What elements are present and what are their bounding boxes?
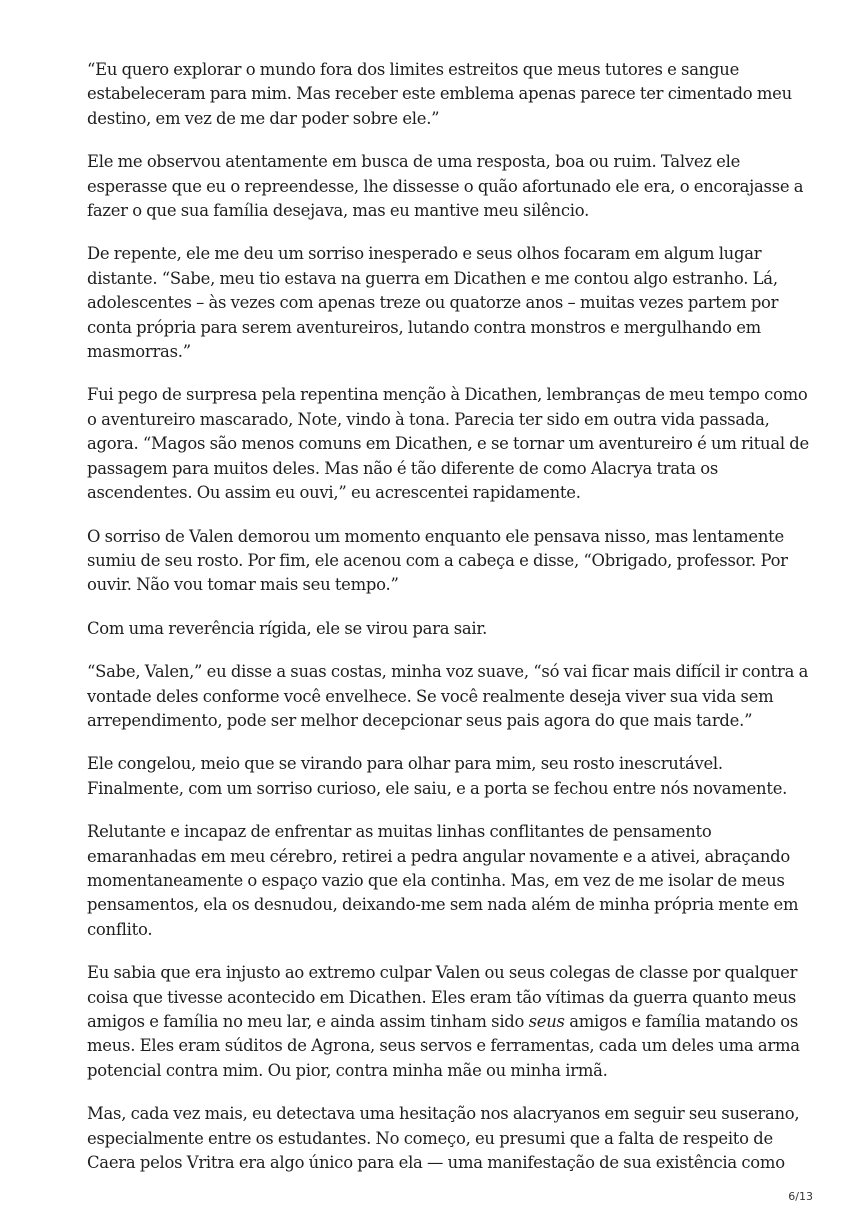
text-line: estabeleceram para mim. Mas receber este emblema apenas parece ter cimentado meu	[87, 84, 792, 104]
text-line: vontade deles conforme você envelhece. Se você realmente deseja viver sua vida sem	[87, 686, 774, 706]
paragraph-2	[87, 150, 804, 223]
paragraph-7	[87, 660, 809, 733]
text-line: fazer o que sua família desejava, mas eu mantive meu silêncio.	[87, 201, 590, 221]
text-line: Caera pelos Vritra era algo único para ela — uma manifestação de sua existência como	[87, 1153, 785, 1173]
text-line: distante. “Sabe, meu tio estava na guerra em Dicathen e me contou algo estranho. Lá,	[87, 268, 778, 288]
paragraph-5	[87, 525, 787, 598]
text-line: Ele me observou atentamente em busca de uma resposta, boa ou ruim. Talvez ele	[87, 152, 741, 172]
text-line: Fui pego de surpresa pela repentina menção à Dicathen, lembranças de meu tempo como	[87, 385, 808, 405]
paragraph-10	[87, 961, 800, 1083]
text-line: destino, em vez de me dar poder sobre ele.”	[87, 108, 440, 128]
text-line: sumiu de seu rosto. Por fim, ele acenou com a cabeça e disse, “Obrigado, professor. Por	[87, 550, 788, 570]
text-line: o aventureiro mascarado, Note, vindo à tona. Parecia ter sido em outra vida passada,	[87, 409, 770, 429]
text-line: adolescentes – às vezes com apenas treze ou quatorze anos – muitas vezes partem por	[87, 293, 779, 313]
text-line: arrependimento, pode ser melhor decepcionar seus pais agora do que mais tarde.”	[87, 710, 753, 730]
paragraph-8	[87, 752, 787, 801]
text-line: Finalmente, com um sorriso curioso, ele saiu, e a porta se fechou entre nós novamente.	[87, 778, 788, 798]
text-line: Eu sabia que era injusto ao extremo culpar Valen ou seus colegas de classe por qualquer	[87, 963, 798, 983]
text-line: agora. “Magos são menos comuns em Dicathen, e se tornar um aventureiro é um ritual de	[87, 434, 809, 454]
line-lead: amigos e família no meu lar, e ainda assim tinham sido	[87, 1012, 529, 1031]
text-line: “Sabe, Valen,” eu disse a suas costas, minha voz suave, “só vai ficar mais difícil ir contra a	[87, 662, 809, 682]
text-line: momentaneamente o espaço vazio que ela continha. Mas, em vez de me isolar de meus	[87, 870, 785, 890]
text-line: pensamentos, ela os desnudou, deixando-me sem nada além de minha própria mente em	[87, 895, 799, 915]
text-line: esperasse que eu o repreendesse, lhe dissesse o quão afortunado ele era, o encorajasse a	[87, 176, 804, 196]
page-number: 6/13	[788, 1190, 813, 1203]
paragraph-3	[87, 242, 787, 364]
text-line: coisa que tivesse acontecido em Dicathen. Eles eram tão vítimas da guerra quanto meus	[87, 987, 797, 1007]
text-line: conflito.	[87, 919, 153, 939]
text-line: ascendentes. Ou assim eu ouvi,” eu acrescentei rapidamente.	[87, 483, 581, 503]
text-line: Com uma reverência rígida, ele se virou para sair.	[87, 618, 488, 638]
line-tail: amigos e família matando os	[564, 1012, 799, 1031]
text-line: Ele congelou, meio que se virando para olhar para mim, seu rosto inescrutável.	[87, 754, 723, 774]
text-line: emaranhadas em meu cérebro, retirei a pedra angular novamente e a ativei, abraçando	[87, 846, 791, 866]
text-line: O sorriso de Valen demorou um momento enquanto ele pensava nisso, mas lentamente	[87, 526, 784, 546]
text-line: passagem para muitos deles. Mas não é tão diferente de como Alacrya trata os	[87, 458, 719, 478]
text-line: masmorras.”	[87, 342, 191, 362]
text-line: De repente, ele me deu um sorriso inesperado e seus olhos focaram em algum lugar	[87, 244, 762, 264]
text-line: Relutante e incapaz de enfrentar as muitas linhas conflitantes de pensamento	[87, 822, 712, 842]
emphasis-word: seus	[528, 1012, 565, 1031]
paragraph-4	[87, 383, 809, 505]
text-line-with-emphasis	[87, 1010, 799, 1034]
text-line: “Eu quero explorar o mundo fora dos limites estreitos que meus tutores e sangue	[87, 60, 740, 79]
text-line: meus. Eles eram súditos de Agrona, seus servos e ferramentas, cada um deles uma arma	[87, 1036, 800, 1056]
paragraph-11	[87, 1102, 800, 1175]
text-line: potencial contra mim. Ou pior, contra minha mãe ou minha irmã.	[87, 1060, 608, 1080]
paragraph-9	[87, 820, 799, 942]
text-line: especialmente entre os estudantes. No começo, eu presumi que a falta de respeito de	[87, 1128, 773, 1148]
document-body	[87, 58, 809, 1194]
paragraph-6	[87, 617, 787, 641]
paragraph-1	[87, 58, 792, 131]
text-line: Mas, cada vez mais, eu detectava uma hesitação nos alacryanos em seguir seu suserano,	[87, 1104, 800, 1124]
text-line: ouvir. Não vou tomar mais seu tempo.”	[87, 575, 399, 595]
text-line: conta própria para serem aventureiros, lutando contra monstros e mergulhando em	[87, 317, 761, 337]
